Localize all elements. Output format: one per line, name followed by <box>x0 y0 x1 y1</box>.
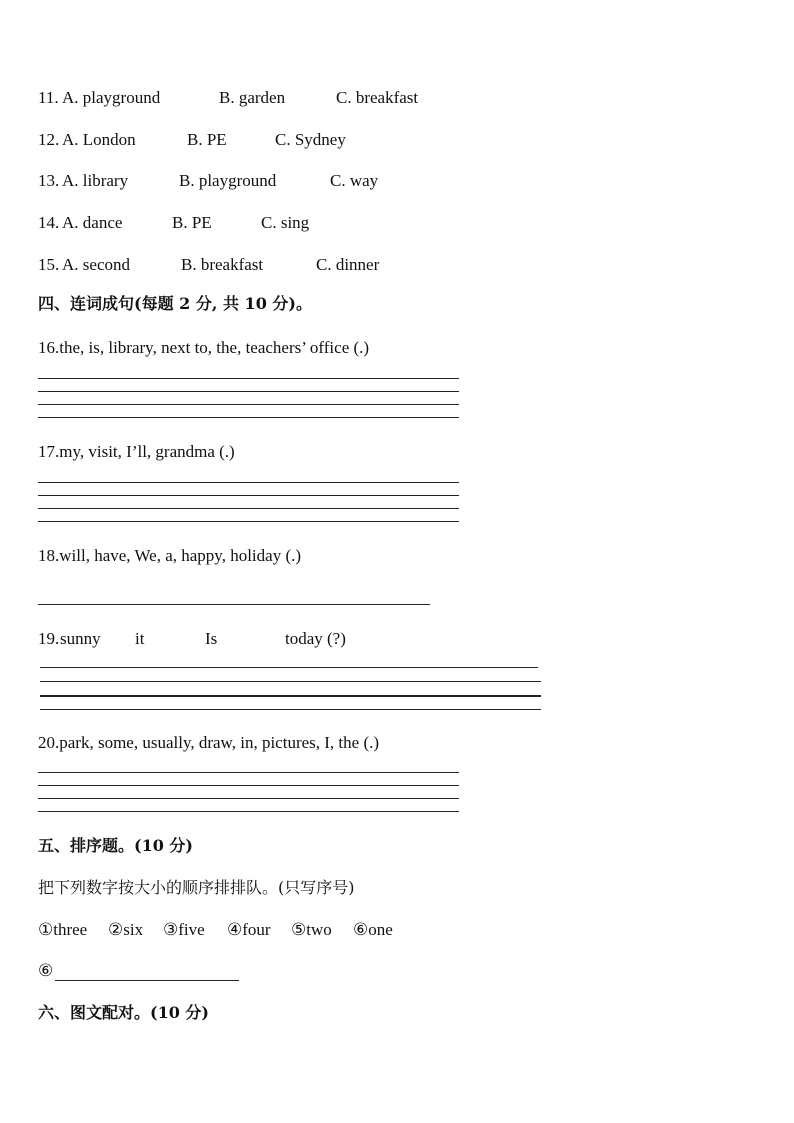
question-20 <box>38 733 379 753</box>
answer-line <box>38 482 459 483</box>
answer-line <box>38 811 459 812</box>
question-number: 19. <box>38 629 60 648</box>
question-number: 14. <box>38 213 60 232</box>
answer-line <box>38 391 459 392</box>
word-3: Is <box>205 629 218 648</box>
word-1: sunny <box>60 629 101 648</box>
number-item: ⑤two <box>291 920 332 939</box>
option-b: B. breakfast <box>181 255 264 274</box>
option-c: C. dinner <box>316 255 380 274</box>
option-a: A. London <box>62 130 136 149</box>
question-text: park, some, usually, draw, in, pictures, I, the (.) <box>59 733 380 752</box>
section5-title: 五、排序题。(10 分) <box>38 836 193 855</box>
question-number: 12. <box>38 130 60 149</box>
answer-line <box>38 798 459 799</box>
option-a: A. second <box>62 255 130 274</box>
question-number: 20. <box>38 733 60 752</box>
option-a: A. dance <box>62 213 123 232</box>
answer-line <box>38 604 430 605</box>
answer-row <box>38 961 239 981</box>
question-17 <box>38 442 235 462</box>
answer-prefix: ⑥ <box>38 961 54 980</box>
option-a: A. library <box>62 171 129 190</box>
option-c: C. Sydney <box>275 130 346 149</box>
question-text: my, visit, I’ll, grandma (.) <box>59 442 235 461</box>
question-number: 18. <box>38 546 60 565</box>
option-b: B. garden <box>219 88 286 107</box>
question-number: 13. <box>38 171 60 190</box>
question-number: 16. <box>38 338 60 357</box>
question-number: 17. <box>38 442 60 461</box>
option-c: C. sing <box>261 213 310 232</box>
answer-line <box>38 785 459 786</box>
number-item: ②six <box>108 920 144 939</box>
section4-title: 四、连词成句(每题 2 分, 共 10 分)。 <box>38 294 312 313</box>
answer-line <box>38 495 459 496</box>
answer-line <box>38 508 459 509</box>
answer-line <box>40 681 541 682</box>
number-item: ④four <box>227 920 271 939</box>
answer-line <box>38 521 459 522</box>
question-number: 15. <box>38 255 60 274</box>
answer-line <box>38 404 459 405</box>
section6-title: 六、图文配对。(10 分) <box>38 1003 209 1022</box>
answer-line <box>40 667 538 668</box>
option-a: A. playground <box>62 88 161 107</box>
answer-line <box>38 772 459 773</box>
question-text: will, have, We, a, happy, holiday (.) <box>59 546 302 565</box>
section5-instruction: 把下列数字按大小的顺序排排队。(只写序号) <box>38 878 355 897</box>
answer-line <box>40 709 541 710</box>
question-18 <box>38 546 301 566</box>
option-b: B. playground <box>179 171 277 190</box>
option-b: B. PE <box>172 213 212 232</box>
word-2: it <box>135 629 145 648</box>
answer-line <box>40 695 541 697</box>
option-b: B. PE <box>187 130 227 149</box>
number-item: ①three <box>38 920 88 939</box>
option-c: C. breakfast <box>336 88 419 107</box>
question-text: the, is, library, next to, the, teachers’ office (.) <box>59 338 370 357</box>
number-item: ③five <box>163 920 205 939</box>
question-number: 11. <box>38 88 59 107</box>
question-16 <box>38 338 369 358</box>
answer-blank[interactable] <box>55 964 239 981</box>
word-4: today (?) <box>285 629 346 648</box>
answer-line <box>38 378 459 379</box>
number-item: ⑥one <box>353 920 393 939</box>
option-c: C. way <box>330 171 379 190</box>
answer-line <box>38 417 459 418</box>
